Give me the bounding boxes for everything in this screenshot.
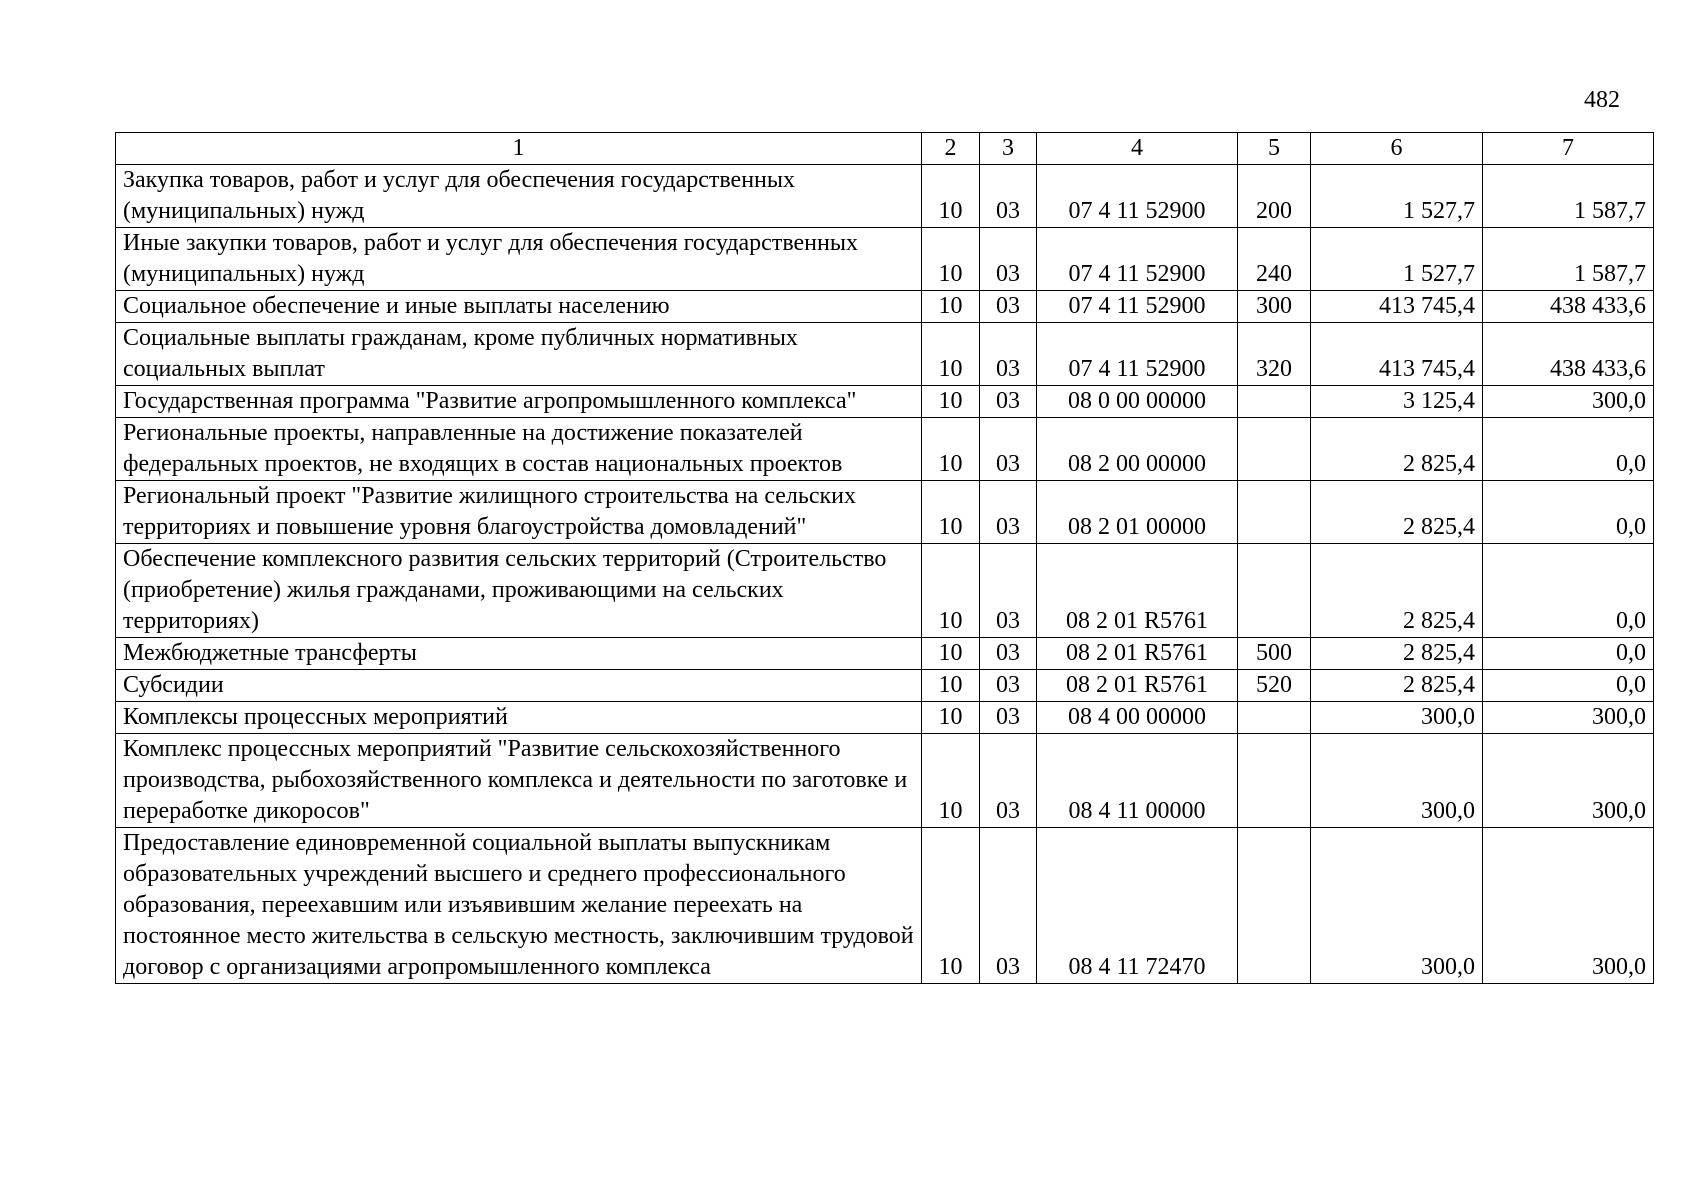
- page-number: 482: [1584, 87, 1620, 113]
- row-section: 10: [922, 481, 980, 544]
- row-amount-1: 413 745,4: [1311, 323, 1483, 386]
- row-amount-2: 438 433,6: [1483, 291, 1654, 323]
- row-amount-1: 300,0: [1311, 702, 1483, 734]
- row-amount-1: 2 825,4: [1311, 670, 1483, 702]
- row-amount-2: 0,0: [1483, 481, 1654, 544]
- row-name: Государственная программа "Развитие агропромышленного комплекса": [116, 386, 922, 418]
- row-amount-2: 300,0: [1483, 702, 1654, 734]
- column-header: 5: [1238, 133, 1311, 165]
- table-row: [116, 418, 1654, 481]
- row-subsection: 03: [980, 828, 1037, 984]
- table-row: [116, 386, 1654, 418]
- header-row: [116, 133, 1654, 165]
- row-amount-2: 438 433,6: [1483, 323, 1654, 386]
- row-subsection: 03: [980, 638, 1037, 670]
- row-target-code: 08 0 00 00000: [1037, 386, 1238, 418]
- row-amount-1: 300,0: [1311, 828, 1483, 984]
- table-row: [116, 165, 1654, 228]
- row-amount-1: 2 825,4: [1311, 481, 1483, 544]
- row-amount-2: 1 587,7: [1483, 165, 1654, 228]
- row-target-code: 07 4 11 52900: [1037, 228, 1238, 291]
- row-amount-2: 0,0: [1483, 544, 1654, 638]
- table-header: [116, 133, 1654, 165]
- row-target-code: 07 4 11 52900: [1037, 323, 1238, 386]
- row-amount-2: 300,0: [1483, 828, 1654, 984]
- row-subsection: 03: [980, 386, 1037, 418]
- row-section: 10: [922, 638, 980, 670]
- row-expense-type: 300: [1238, 291, 1311, 323]
- row-name: Иные закупки товаров, работ и услуг для обеспечения государственных (муниципальных) нужд: [116, 228, 922, 291]
- row-expense-type: 240: [1238, 228, 1311, 291]
- table-row: [116, 481, 1654, 544]
- row-expense-type: 320: [1238, 323, 1311, 386]
- table-row: [116, 228, 1654, 291]
- row-target-code: 08 4 11 72470: [1037, 828, 1238, 984]
- row-subsection: 03: [980, 544, 1037, 638]
- column-header: 7: [1483, 133, 1654, 165]
- row-expense-type: [1238, 418, 1311, 481]
- row-name: Предоставление единовременной социальной выплаты выпускникам образовательных учреждений высшего и среднего профессионального образования, переехавшим или изъявившим желание переехать на постоянное место жительства в сельскую местность, заключившим трудовой договор с организациями агропромышленного комплекса: [116, 828, 922, 984]
- row-section: 10: [922, 291, 980, 323]
- row-name: Региональные проекты, направленные на достижение показателей федеральных проектов, не входящих в состав национальных проектов: [116, 418, 922, 481]
- row-section: 10: [922, 228, 980, 291]
- row-amount-1: 300,0: [1311, 734, 1483, 828]
- row-target-code: 08 2 01 00000: [1037, 481, 1238, 544]
- row-amount-1: 3 125,4: [1311, 386, 1483, 418]
- row-target-code: 08 4 11 00000: [1037, 734, 1238, 828]
- row-name: Обеспечение комплексного развития сельских территорий (Строительство (приобретение) жилья гражданами, проживающими на сельских территориях): [116, 544, 922, 638]
- table-row: [116, 638, 1654, 670]
- column-header: 1: [116, 133, 922, 165]
- column-header: 2: [922, 133, 980, 165]
- row-target-code: 07 4 11 52900: [1037, 165, 1238, 228]
- table-row: [116, 323, 1654, 386]
- row-expense-type: [1238, 734, 1311, 828]
- row-name: Комплексы процессных мероприятий: [116, 702, 922, 734]
- row-amount-1: 2 825,4: [1311, 638, 1483, 670]
- row-target-code: 07 4 11 52900: [1037, 291, 1238, 323]
- row-section: 10: [922, 828, 980, 984]
- row-expense-type: 500: [1238, 638, 1311, 670]
- row-name: Региональный проект "Развитие жилищного строительства на сельских территориях и повышение уровня благоустройства домовладений": [116, 481, 922, 544]
- table-body: [116, 165, 1654, 984]
- row-subsection: 03: [980, 734, 1037, 828]
- row-name: Комплекс процессных мероприятий "Развитие сельскохозяйственного производства, рыбохозяйственного комплекса и деятельности по заготовке и переработке дикоросов": [116, 734, 922, 828]
- row-amount-2: 300,0: [1483, 734, 1654, 828]
- row-target-code: 08 2 00 00000: [1037, 418, 1238, 481]
- table-row: [116, 702, 1654, 734]
- row-section: 10: [922, 670, 980, 702]
- row-section: 10: [922, 323, 980, 386]
- row-section: 10: [922, 702, 980, 734]
- row-amount-2: 0,0: [1483, 670, 1654, 702]
- row-section: 10: [922, 386, 980, 418]
- row-subsection: 03: [980, 228, 1037, 291]
- row-amount-2: 1 587,7: [1483, 228, 1654, 291]
- row-section: 10: [922, 418, 980, 481]
- row-target-code: 08 2 01 R5761: [1037, 638, 1238, 670]
- column-header: 6: [1311, 133, 1483, 165]
- row-expense-type: [1238, 828, 1311, 984]
- row-expense-type: [1238, 481, 1311, 544]
- budget-table: [115, 132, 1654, 984]
- row-amount-2: 0,0: [1483, 638, 1654, 670]
- row-amount-2: 300,0: [1483, 386, 1654, 418]
- column-header: 3: [980, 133, 1037, 165]
- row-subsection: 03: [980, 418, 1037, 481]
- table-row: [116, 291, 1654, 323]
- row-target-code: 08 4 00 00000: [1037, 702, 1238, 734]
- row-section: 10: [922, 734, 980, 828]
- table-row: [116, 544, 1654, 638]
- row-name: Закупка товаров, работ и услуг для обеспечения государственных (муниципальных) нужд: [116, 165, 922, 228]
- row-name: Социальное обеспечение и иные выплаты населению: [116, 291, 922, 323]
- row-amount-1: 1 527,7: [1311, 228, 1483, 291]
- table-row: [116, 734, 1654, 828]
- row-subsection: 03: [980, 481, 1037, 544]
- row-name: Межбюджетные трансферты: [116, 638, 922, 670]
- row-expense-type: 520: [1238, 670, 1311, 702]
- row-section: 10: [922, 165, 980, 228]
- row-target-code: 08 2 01 R5761: [1037, 670, 1238, 702]
- column-header: 4: [1037, 133, 1238, 165]
- row-expense-type: 200: [1238, 165, 1311, 228]
- row-name: Субсидии: [116, 670, 922, 702]
- row-expense-type: [1238, 386, 1311, 418]
- row-subsection: 03: [980, 670, 1037, 702]
- row-name: Социальные выплаты гражданам, кроме публичных нормативных социальных выплат: [116, 323, 922, 386]
- table-row: [116, 670, 1654, 702]
- row-amount-1: 2 825,4: [1311, 418, 1483, 481]
- row-subsection: 03: [980, 323, 1037, 386]
- row-expense-type: [1238, 544, 1311, 638]
- row-subsection: 03: [980, 165, 1037, 228]
- row-amount-1: 2 825,4: [1311, 544, 1483, 638]
- table-row: [116, 828, 1654, 984]
- row-subsection: 03: [980, 291, 1037, 323]
- row-amount-1: 413 745,4: [1311, 291, 1483, 323]
- row-section: 10: [922, 544, 980, 638]
- row-amount-2: 0,0: [1483, 418, 1654, 481]
- row-expense-type: [1238, 702, 1311, 734]
- row-target-code: 08 2 01 R5761: [1037, 544, 1238, 638]
- row-amount-1: 1 527,7: [1311, 165, 1483, 228]
- row-subsection: 03: [980, 702, 1037, 734]
